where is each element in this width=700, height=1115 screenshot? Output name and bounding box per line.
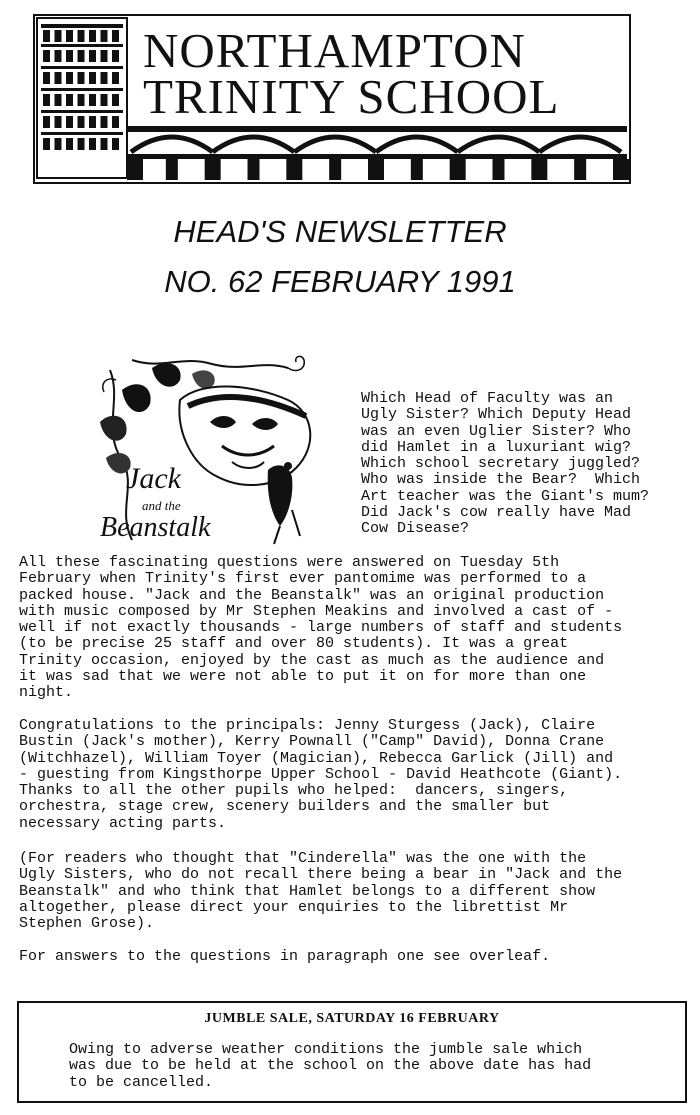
pantomime-report-paragraph: All these fascinating questions were answered on Tuesday 5th February when Trinity's first ever pantomime was performed to a packed house. "Jack and the Beanstalk" was an original production with music composed by Mr Stephen Meakins and involved a cast of - well if not exactly thousands - large numbers of staff and students (to be precise 25 staff and over 80 students). It was a great Trinity occasion, enjoyed by the cast as much as the audience and it was sad that we were not able to put it on for more than one night. xyxy=(19,554,623,702)
school-masthead xyxy=(33,14,631,184)
issue-number-and-date: NO. 62 FEBRUARY 1991 xyxy=(164,264,516,299)
pantomime-illustration xyxy=(92,350,324,548)
readers-note-paragraph: (For readers who thought that "Cinderella" was the one with the Ugly Sisters, who do not recall there being a bear in "Jack and the Beanstalk" and who think that Hamlet belongs to a different show altogether, please direct your enquiries to the librettist Mr Stephen Grose). xyxy=(19,850,623,933)
school-name-line-2: TRINITY SCHOOL xyxy=(143,69,560,124)
newsletter-title: HEAD'S NEWSLETTER xyxy=(173,214,507,249)
answers-overleaf-paragraph: For answers to the questions in paragraph one see overleaf. xyxy=(19,948,551,965)
illustration-word-and-the: and the xyxy=(142,498,181,513)
notice-heading: JUMBLE SALE, SATURDAY 16 FEBRUARY xyxy=(204,1011,500,1026)
illustration-word-beanstalk: Beanstalk xyxy=(100,512,211,543)
notice-body: Owing to adverse weather conditions the jumble sale which was due to be held at the school on the above date has had to be cancelled. xyxy=(69,1041,592,1091)
jumble-sale-notice-box xyxy=(17,1001,687,1103)
school-name-line-1: NORTHAMPTON xyxy=(143,23,526,78)
illustration-word-jack: Jack xyxy=(126,462,181,495)
pantomime-questions: Which Head of Faculty was an Ugly Sister? Which Deputy Head was an even Uglier Sister? Who did Hamlet in a luxuriant wig? Which school secretary juggled? Who was inside the Bear? Which Art teacher was the Giant's mum? Did Jack's cow really have Mad Cow Disease? xyxy=(361,390,650,538)
congratulations-paragraph: Congratulations to the principals: Jenny Sturgess (Jack), Claire Bustin (Jack's mother), Kerry Pownall ("Camp" David), Donna Crane (Witchhazel), William Toyer (Magician), Rebecca Garlick (Jill) and - guesting from Kingsthorpe Upper School - David Heathcote (Giant). Thanks to all the other pupils who helped: dancers, singers, orchestra, stage crew, scenery builders and the smaller but necessary acting parts. xyxy=(19,717,623,832)
